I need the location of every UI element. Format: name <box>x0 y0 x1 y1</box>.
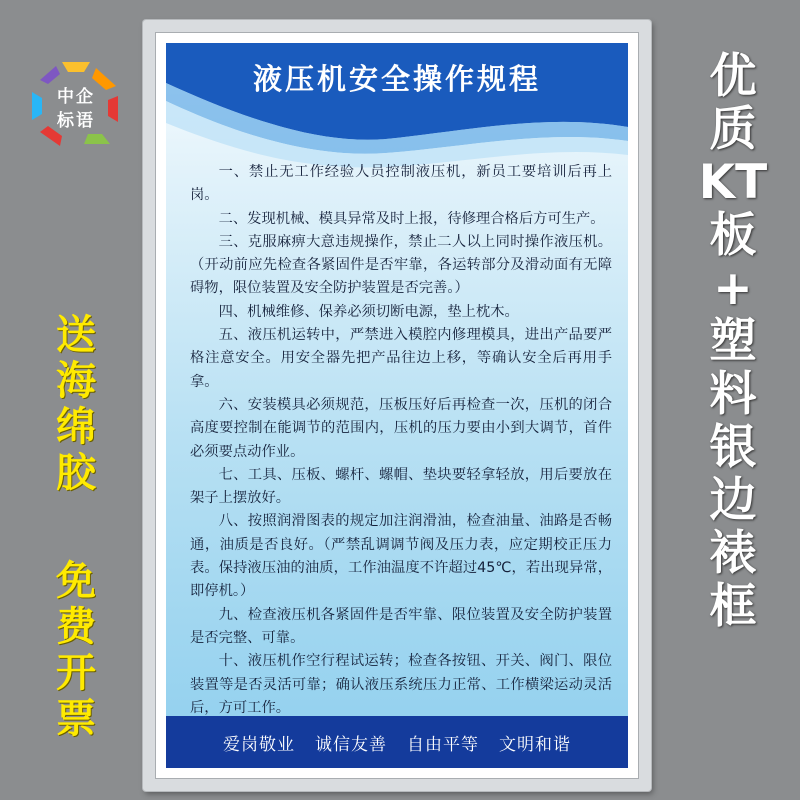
left-promo-invoice <box>46 558 106 742</box>
promo-char: 料 <box>709 367 757 422</box>
right-promo <box>678 50 788 633</box>
footer-slogan: 自由平等 <box>407 734 479 755</box>
rules-list <box>190 161 612 720</box>
rule-item: 十、液压机作空行程试运转；检查各按钮、开关、阀门、限位装置等是否灵活可靠；确认液压系统压力正常、工作横梁运动灵活后，方可工作。 <box>190 653 612 716</box>
rule-item: 六、安装模具必须规范，压板压好后再检查一次，压机的闭合高度要控制在能调节的范围内，压机的压力要由小到大调节，首件必须要点动作业。 <box>190 396 612 460</box>
promo-char: 框 <box>709 579 757 634</box>
promo-char: 塑 <box>709 314 757 369</box>
brand-logo <box>22 52 130 160</box>
promo-char: 边 <box>709 473 757 528</box>
promo-char: 免 <box>56 558 96 604</box>
poster <box>166 43 628 768</box>
promo-char: 送 <box>56 312 96 358</box>
rule-item: 一、禁止无工作经验人员控制液压机，新员工要培训后再上岗。 <box>190 164 612 204</box>
rule-item: 二、发现机械、模具异常及时上报，待修理合格后方可生产。 <box>218 210 605 227</box>
promo-char: 胶 <box>56 450 96 496</box>
promo-char: 质 <box>709 102 757 157</box>
promo-char: 费 <box>56 604 96 650</box>
promo-char: 裱 <box>709 526 757 581</box>
rule-item: 四、机械维修、保养必须切断电源，垫上枕木。 <box>218 303 519 320</box>
rule-item: 八、按照润滑图表的规定加注润滑油，检查油量、油路是否畅通，油质是否良好。（严禁乱调调节阀及压力表，应定期校正压力表。保持液压油的油质，工作油温度不许超过45℃，若出现异常，即停机。） <box>190 513 612 600</box>
poster-title: 液压机安全操作规程 <box>252 62 541 96</box>
rule-item: 五、液压机运转中，严禁进入模腔内修理模具，进出产品要严格注意安全。用安全器先把产品往边上移，等确认安全后再用手拿。 <box>190 327 612 390</box>
promo-char: 开 <box>56 650 96 696</box>
footer-slogan: 爱岗敬业 <box>223 734 295 755</box>
poster-frame <box>143 20 651 791</box>
promo-char: 绵 <box>56 404 96 450</box>
footer-slogan: 诚信友善 <box>315 734 387 755</box>
promo-char: 银 <box>709 420 757 475</box>
promo-char: 海 <box>56 358 96 404</box>
promo-char: 优 <box>709 49 757 104</box>
poster-footer <box>166 716 628 768</box>
promo-char: 板 <box>709 208 757 263</box>
promo-char: KT <box>698 155 768 210</box>
rule-item: 九、检查液压机各紧固件是否牢靠、限位装置及安全防护装置是否完整、可靠。 <box>190 606 612 646</box>
footer-slogan: 文明和谐 <box>499 734 571 755</box>
left-promo-gift <box>46 312 106 496</box>
rule-item: 七、工具、压板、螺杆、螺帽、垫块要轻拿轻放，用后要放在架子上摆放好。 <box>190 466 612 507</box>
logo-text-line2: 标语 <box>57 111 95 131</box>
promo-char: 票 <box>56 696 96 742</box>
promo-char: + <box>713 261 753 316</box>
logo-text-line1: 中企 <box>57 87 95 107</box>
rule-item: 三、克服麻痹大意违规操作，禁止二人以上同时操作液压机。（开动前应先检查各紧固件是否牢靠，各运转部分及滑动面有无障碍物，限位装置及安全防护装置是否完善。） <box>190 233 612 297</box>
